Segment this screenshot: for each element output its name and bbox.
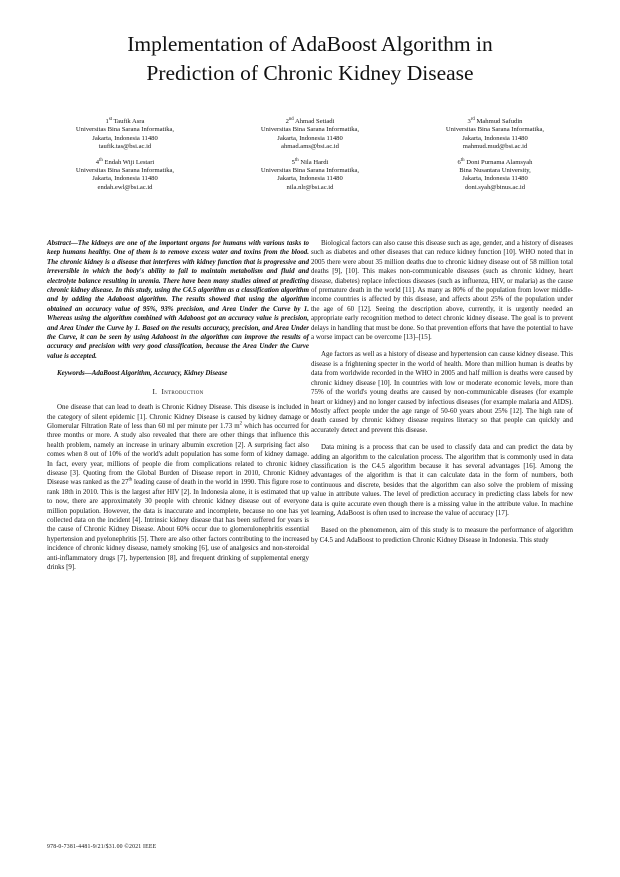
intro-paragraph-1: One disease that can lead to death is Chronic Kidney Disease. This disease is included in the category of silent epidemic [1]. Chronic Kidney Disease is caused by kidney damage or Glomerular Filtration Rate of less than 60 ml per minute per 1.73 $m^2$ which has occurred for three months or more. A study also revealed that there are other things that influence this health problem, namely an increase in urinary albumin excretion [2]. A surprising fact also comes when 8 out of 10% of the world's adult population has some form of kidney damage. In fact, every year, millions of people die from complications related to chronic kidney disease [3]. Quoting from the Global Burden of Disease report in 2010, Chronic Kidney Disease was ranked as the 27th leading cause of death in the world in 1990. This figure rose to rank 18th in 2010. This is the largest after HIV [2]. In Indonesia alone, it is estimated that up to now, there are approximately 30 people with chronic kidney disease out of everyone million population. However, the data is inaccurate and incomplete, because no one has yet collected data on the incident [4]. Intrinsic kidney disease that has been suffered for years is the cause of Chronic Kidney Disease. About 60% occur due to glomerulonephritis essential hypertension and pyelonephritis [5]. There are also other factors contributing to the increased incidence of chronic kidney disease, namely smoking [6], use of analgesics and non-steroidal anti-inflammatory drugs [7], hypertension [8], and frequent drinking of supplemental energy drinks [9]. [47,403,309,571]
author-row-1 [40,118,580,152]
author-location: Jakarta, Indonesia 11480 [462,175,528,183]
author-location: Jakarta, Indonesia 11480 [277,134,343,142]
author-row-2 [40,159,580,193]
author-affiliation: Universitas Bina Sarana Informatika, [445,126,545,134]
author-name: 3rd Mahmud Safudin [467,116,523,125]
keywords-label: Keywords [57,369,85,378]
author-email: mahmud.mud@bsi.ac.id [462,143,528,151]
author-block [40,118,580,199]
left-column [47,239,309,572]
author-location: Jakarta, Indonesia 11480 [462,134,528,142]
abstract-label: Abstract [47,239,71,247]
body-paragraph-2: Age factors as well as a history of disease and hypertension can cause kidney disease. This disease is a frightening specter in the world of health. More than million human is deaths by data from worldwide recorded in the WHO in 2005 and half million is deaths were caused by chronic kidney disease [10]. In countries with low or moderate economic levels, more than 75% of the world's young deaths are caused by non-communicable diseases (for example heart or kidney) and no longer caused by infectious diseases (for example malaria and AIDS). Mostly affect people under the age range of 50-60 years about 25% [12]. The high rate of death caused by chronic kidney disease requires literacy so that people can quickly and accurately detect and prevent this disease. [311,350,573,434]
author-location: Jakarta, Indonesia 11480 [277,175,343,183]
author-affiliation: Universitas Bina Sarana Informatika, [260,126,360,134]
section-heading [47,388,309,397]
author-affiliation: Universitas Bina Sarana Informatika, [75,167,175,175]
title-line-2: Prediction of Chronic Kidney Disease [146,61,474,85]
author-location: Jakarta, Indonesia 11480 [92,134,158,142]
author-email: doni.syah@binus.ac.id [464,183,526,191]
body-paragraph-1: Biological factors can also cause this disease such as age, gender, and a history of diseases such as diabetes and other diseases that can reduce kidney function [10]. WHO noted that in 2005 there were about 35 million deaths due to chronic kidney disease out of 58 million total deaths [9], [10]. This makes non-communicable diseases (such as chronic kidney, heart disease, diabetes) replace infectious diseases (such as influenza, HIV, or malaria) as the cause of premature death in the world [11]. As many as 80% of the population from lower middle-income countries is affected by this disease, and affects about 25% of the population under the age of 60 [12]. Seeing the description above, currently, it is urgently needed an appropriate early recognition method to detect chronic kidney disease. The goal is to prevent delays in handling that must be done. So that prevention efforts that have the potential to have a worse impact can be overcome [13]–[15]. [311,239,573,342]
copyright-footer: 978-0-7381-4481-9/21/$31.00 ©2021 IEEE [47,844,157,850]
author-6 [410,159,580,193]
author-email: endah.ewl@bsi.ac.id [97,183,153,191]
body-paragraph-3: Data mining is a process that can be used to classify data and can predict the data by adding an algorithm to the calculation process. The algorithm that is commonly used in data classification is the C4.5 algorithm because it has several advantages [16]. Among the advantages of the algorithm is that it can calculate data in the form of numbers, both continuous and discrete, besides that the algorithm can also solve the problem of missing value in attribute values. The level of prediction accuracy in predicting class labels for new data is quite accurate even though there is a missing value in the attribute value. In machine learning, AdaBoost is often used to increase the value of accuracy [17]. [311,443,573,517]
paper-title [40,30,580,88]
abstract [47,239,309,361]
abstract-text: —The kidneys are one of the important organs for humans with various tasks to keep humans healthy. One of them is to remove excess water and toxins from the blood. The chronic kidney is a disease that interferes with kidney function that is progressive and irreversible in which the body's ability to fail to maintain metabolism and fluid and electrolyte balance resulting in uremia. There have been many studies aimed at predicting chronic kidney disease. In this study, using the C4.5 algorithm as a classification algorithm and by adding the Adaboost algorithm. The results showed that using the algorithm obtained an accuracy value of 95%, 93% precision, and Area Under the Curve by 1. Whereas using the algorithm combined with Adaboost got an accuracy value is precision, and Area Under the Curve by 1. Based on the results accuracy, precision, and Area Under the Curve, it can be seen by using Adaboost in the algorithm can improve the results of accuracy and precision with very good classification, because the Area Under the Curve value is accepted. [47,239,309,360]
author-affiliation: Universitas Bina Sarana Informatika, [260,167,360,175]
body-paragraph-4: Based on the phenomenon, aim of this study is to measure the performance of algorithm by C4.5 and AdaBoost to prediction Chronic Kidney Disease in Indonesia. This study [311,526,573,544]
author-affiliation: Bina Nusantara University, [459,167,531,175]
title-line-1: Implementation of AdaBoost Algorithm in [127,32,493,56]
author-5 [225,159,395,193]
author-name: 4th Endah Wiji Lestari [95,157,155,166]
author-location: Jakarta, Indonesia 11480 [92,175,158,183]
section-number: I. [152,387,158,396]
author-4 [40,159,210,193]
author-3 [410,118,580,152]
section-title: Introduction [161,387,204,396]
keywords-text: —AdaBoost Algorithm, Accuracy, Kidney Disease [84,369,228,378]
author-name: 1st Taufik Asra [105,116,145,125]
keywords [47,369,309,378]
author-email: nila.nlr@bsi.ac.id [286,183,334,191]
right-column [311,239,573,545]
author-email: ahmad.ams@bsi.ac.id [281,143,339,151]
author-name: 2nd Ahmad Setiadi [285,116,335,125]
author-name: 6th Doni Purnama Alamsyah [457,157,533,166]
author-affiliation: Universitas Bina Sarana Informatika, [75,126,175,134]
author-name: 5th Nila Hardi [291,157,329,166]
author-1 [40,118,210,152]
author-email: taufik.tas@bsi.ac.id [98,143,152,151]
author-2 [225,118,395,152]
